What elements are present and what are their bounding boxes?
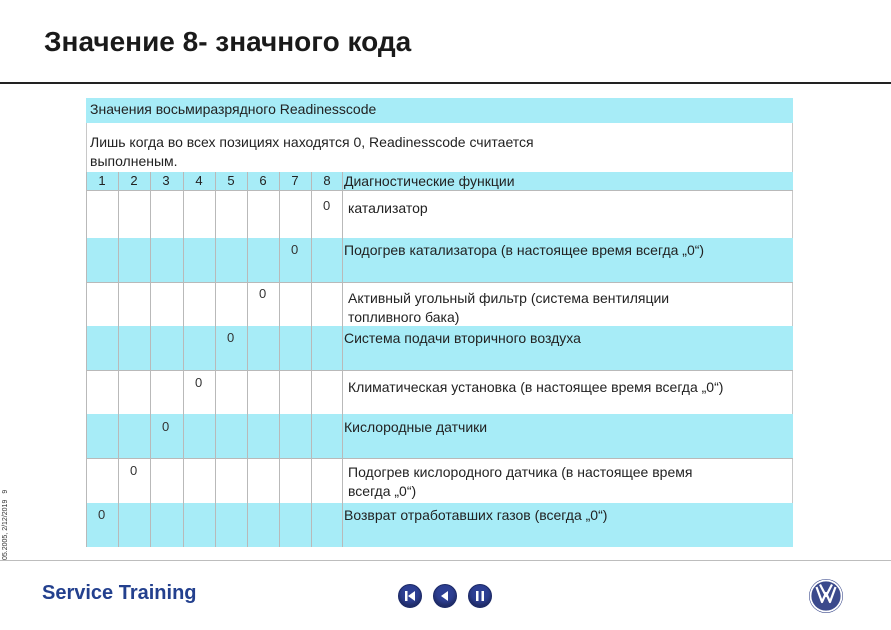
row-label: Климатическая установка (в настоящее время всегда „0“) <box>348 379 724 395</box>
column-number: 5 <box>227 173 235 188</box>
grid-line <box>247 172 248 547</box>
pause-icon <box>469 585 491 607</box>
row-label: всегда „0“) <box>348 483 417 499</box>
previous-page-button[interactable] <box>433 584 457 608</box>
row-zero: 0 <box>130 463 138 478</box>
grid-line <box>86 370 793 371</box>
grid-line <box>311 172 312 547</box>
previous-page-icon <box>434 585 456 607</box>
vw-logo <box>808 578 844 614</box>
column-number: 7 <box>291 173 299 188</box>
column-number: 2 <box>130 173 138 188</box>
brand-label: Service Training <box>42 582 197 604</box>
functions-header: Диагностические функции <box>344 173 515 189</box>
grid-line <box>183 172 184 547</box>
grid-line <box>215 172 216 547</box>
row-zero: 0 <box>162 419 170 434</box>
row-label: топливного бака) <box>348 309 460 325</box>
side-date: 05.2005, 2/12/2019 <box>2 499 9 560</box>
first-page-button[interactable] <box>398 584 422 608</box>
column-number: 6 <box>259 173 267 188</box>
side-page: 9 <box>2 489 9 494</box>
side-date-label <box>2 484 9 560</box>
column-number: 1 <box>98 173 106 188</box>
row-zero: 0 <box>323 198 331 213</box>
row-zero: 0 <box>227 330 235 345</box>
row-label: Подогрев кислородного датчика (в настоящее время <box>348 464 693 480</box>
title-divider <box>0 82 891 84</box>
column-number: 8 <box>323 173 331 188</box>
column-number: 3 <box>162 173 170 188</box>
pause-button[interactable] <box>468 584 492 608</box>
table-header: Значения восьмиразрядного Readinesscode <box>90 101 377 117</box>
row-zero: 0 <box>98 507 106 522</box>
table-note-line1: Лишь когда во всех позициях находятся 0, Readinesscode считается <box>90 134 534 150</box>
grid-line <box>118 172 119 547</box>
grid-line <box>342 172 343 547</box>
footer-divider <box>0 560 891 561</box>
row-label: Кислородные датчики <box>344 419 488 435</box>
first-page-icon <box>399 585 421 607</box>
row-label: Возврат отработавших газов (всегда „0“) <box>344 507 608 523</box>
grid-line <box>150 172 151 547</box>
row-zero: 0 <box>259 286 267 301</box>
grid-line <box>86 282 793 283</box>
vw-logo-icon <box>808 578 844 614</box>
row-zero: 0 <box>291 242 299 257</box>
grid-line <box>86 458 793 459</box>
table-note-line2: выполненым. <box>90 153 178 169</box>
row-zero: 0 <box>195 375 203 390</box>
row-label: Активный угольный фильтр (система вентиляции <box>348 290 670 306</box>
column-number: 4 <box>195 173 203 188</box>
page-title: Значение 8- значного кода <box>44 26 412 57</box>
row-label: катализатор <box>348 200 428 216</box>
row-label: Система подачи вторичного воздуха <box>344 330 581 346</box>
row-label: Подогрев катализатора (в настоящее время всегда „0“) <box>344 242 705 258</box>
grid-line <box>279 172 280 547</box>
grid-line <box>86 172 87 547</box>
